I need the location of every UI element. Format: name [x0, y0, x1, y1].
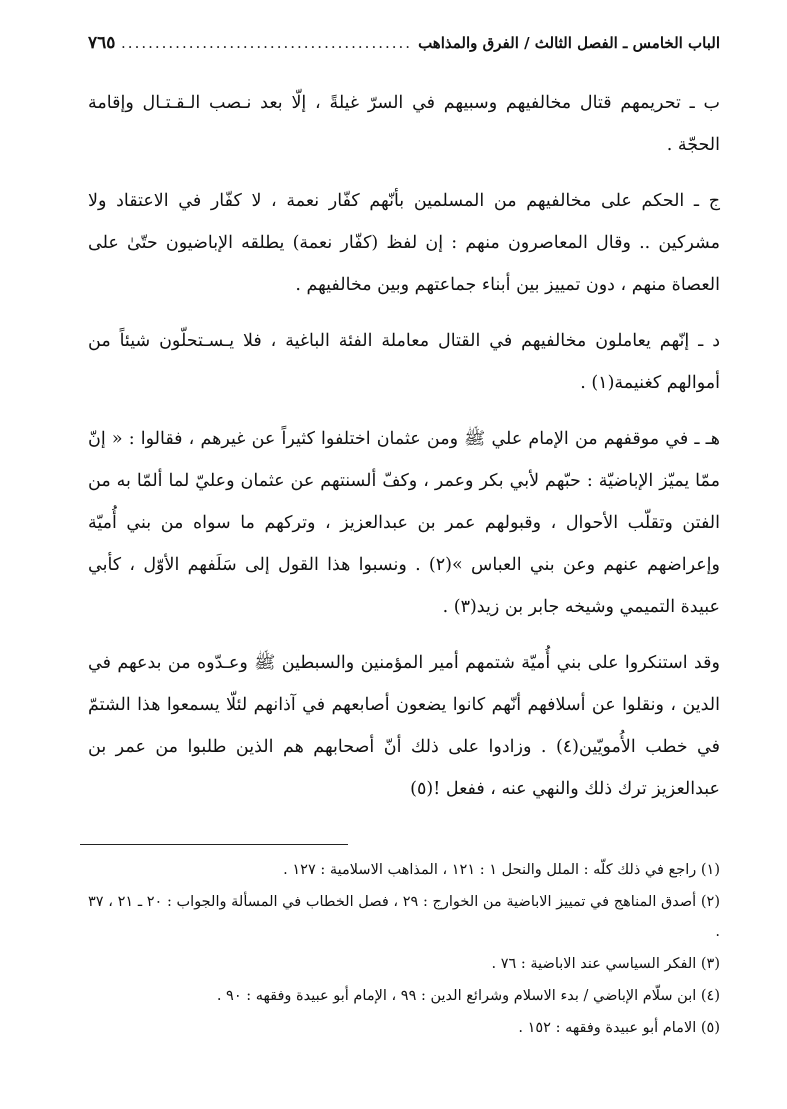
- paragraph-j: ج ـ الحكم على مخالفيهم من المسلمين بأنّهم كفّار نعمة ، لا كفّار في الاعتقاد ولا مشركين .. وقال المعاصرون منهم : إن لفظ (كفّار نعمة) يطلقه الإباضيون حتّىٰ على العصاة منهم ، دون تمييز بين أبناء جماعتهم وبين مخالفيهم .: [88, 191, 720, 295]
- leader-dots: [121, 34, 412, 52]
- footnote-4: (٤) ابن سلّام الإباضي / بدء الاسلام وشرائع الدين : ٩٩ ، الإمام أبو عبيدة وفقهه : ٩٠ .: [216, 988, 720, 1004]
- footnote-1: (١) راجع في ذلك كلّه : الملل والنحل ١ : ١٢١ ، المذاهب الاسلامية : ١٢٧ .: [283, 862, 720, 878]
- book-page: [88, 26, 720, 1086]
- footnote-separator: [80, 844, 348, 845]
- running-header: [88, 26, 720, 60]
- paragraph-d: د ـ إنّهم يعاملون مخالفيهم في القتال معاملة الفئة الباغية ، فلا يـسـتحلّون شيئاً من أموالهم كغنيمة(١) .: [88, 331, 720, 393]
- paragraph-h: هـ ـ في موقفهم من الإمام علي ﷺ ومن عثمان اختلفوا كثيراً عن غيرهم ، فقالوا : « إنّ ممّا يميّز الإباضيّة : حبّهم لأبي بكر وعمر ، وكفّ ألسنتهم عن عثمان وعليّ لما ألمّا به من الفتن وتقلّب الأحوال ، وقبولهم عمر بن عبدالعزيز ، وتركهم ما سواه من بني أُميّة وإعراضهم عنهم وعن بني العباس »(٢) . ونسبوا هذا القول إلى سَلَفهم الأوّل ، كأبي عبيدة التميمي وشيخه جابر بن زيد(٣) .: [88, 429, 720, 617]
- footnotes: [88, 855, 720, 1043]
- page-number: ٧٦٥: [88, 33, 116, 53]
- paragraph-umayyad: وقد استنكروا على بني أُميّة شتمهم أمير المؤمنين والسبطين ﷺ وعـدّوه من بدعهم في الدين ، ونقلوا عن أسلافهم أنّهم كانوا يضعون أصابعهم في آذانهم لئلّا يسمعوا هذا الشتمّ في خطب الأُمويّين(٤) . وزادوا على ذلك أنّ أصحابهم هم الذين طلبوا من عمر بن عبدالعزيز ترك ذلك والنهي عنه ، ففعل !(٥): [88, 653, 720, 799]
- footnote-3: (٣) الفكر السياسي عند الاباضية : ٧٦ .: [491, 956, 720, 972]
- footnote-2: (٢) أصدق المناهج في تمييز الاباضية من الخوارج : ٢٩ ، فصل الخطاب في المسألة والجواب : ٢٠ ـ ٢١ ، ٣٧ .: [88, 894, 720, 940]
- paragraph-b: ب ـ تحريمهم قتال مخالفيهم وسبيهم في السرّ غيلةً ، إلّا بعد نـصب الـقـتـال وإقامة الحجّة .: [88, 93, 720, 155]
- main-text: [88, 82, 720, 810]
- running-title: الباب الخامس ـ الفصل الثالث / الفرق والمذاهب: [418, 34, 720, 52]
- footnote-5: (٥) الامام أبو عبيدة وفقهه : ١٥٢ .: [518, 1020, 720, 1036]
